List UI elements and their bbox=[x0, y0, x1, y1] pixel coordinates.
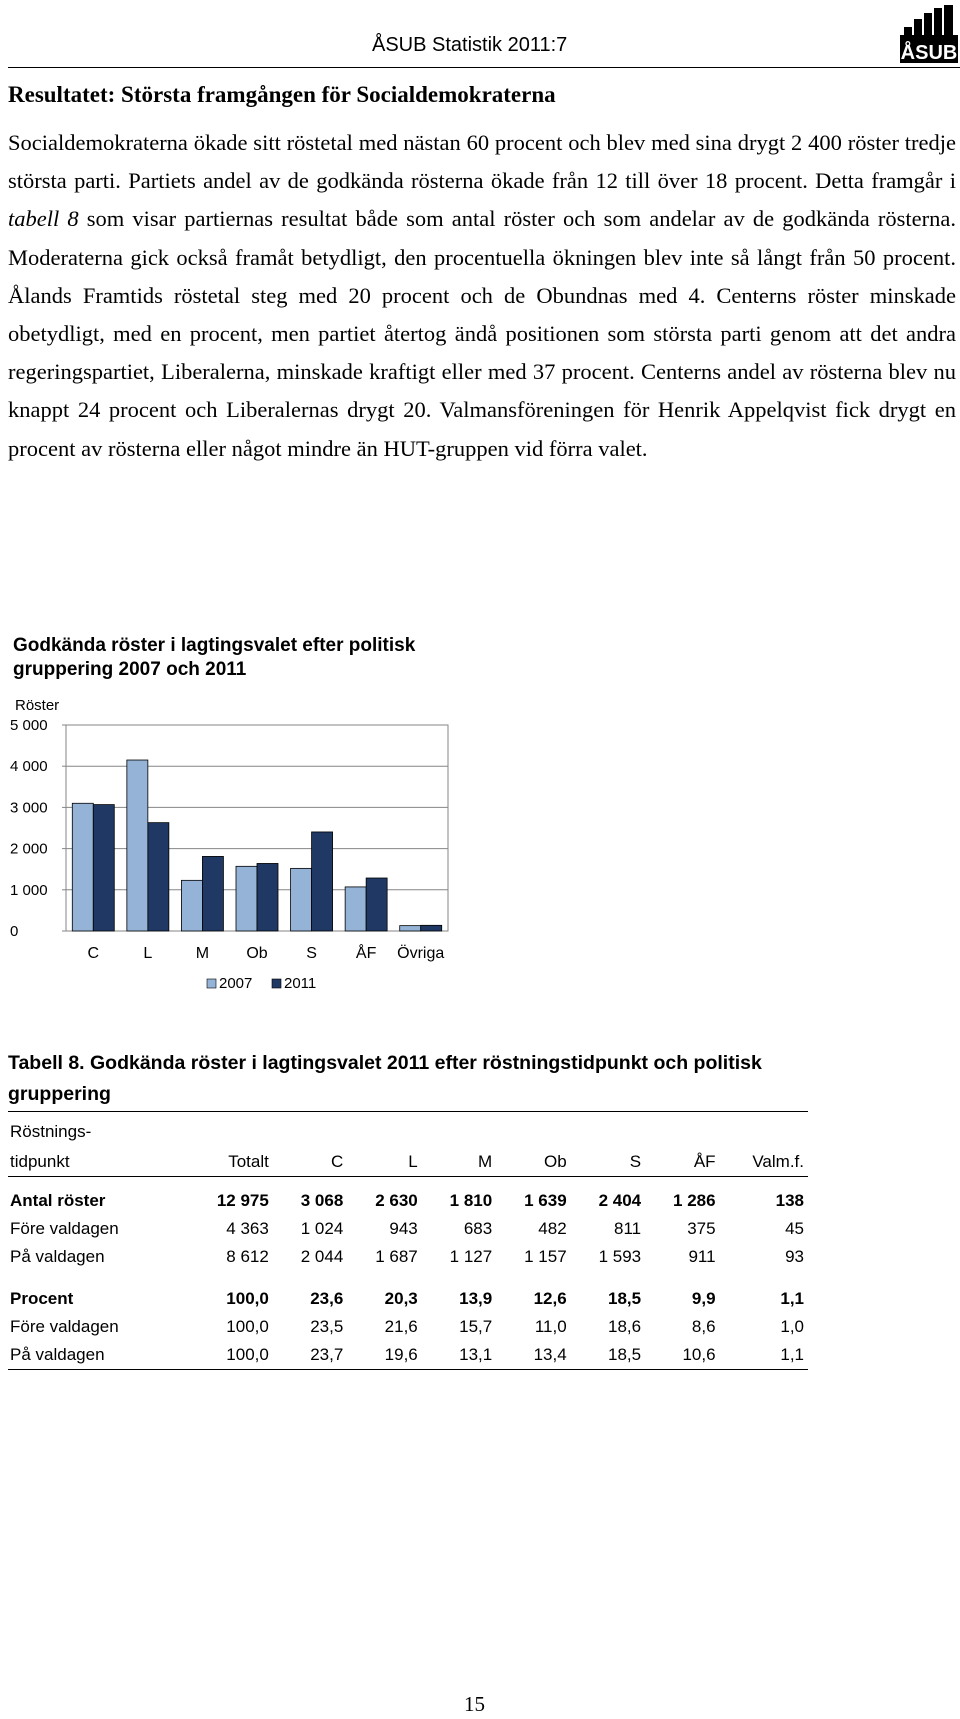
results-table bbox=[8, 1111, 808, 1370]
x-tick-label: S bbox=[306, 945, 317, 962]
table-cell: 12 975 bbox=[216, 1191, 269, 1210]
table-cell: 1 593 bbox=[598, 1247, 642, 1266]
bar-2011-ÅF bbox=[366, 878, 387, 931]
bar-2011-S bbox=[312, 832, 333, 931]
table-cell: 18,5 bbox=[571, 1341, 645, 1370]
table-header-label-line2: tidpunkt bbox=[8, 1142, 184, 1177]
asub-logo bbox=[900, 5, 958, 67]
bar-2007-Ob bbox=[236, 866, 257, 931]
body-paragraph bbox=[8, 124, 956, 468]
table-cell: 15,7 bbox=[459, 1317, 493, 1336]
table-column-header: Valm.f. bbox=[720, 1142, 808, 1177]
paragraph-text-2: som visar partiernas resultat både som antal röster och som andelar av de godkända rösterna. Moderaterna gick också framåt betydligt, den procentuella ökningen blev inte så långt från 50 procent. Ålands Framtids röstetal steg med 20 procent och de Obundnas med 4. Centerns röster minskade obetydligt, med en procent, men partiet återtog ändå positionen som största parti genom att det andra regeringspartiet, Liberalerna, minskade kraftigt eller med 37 procent. Centerns andel av rösterna blev nu knappt 24 procent och Liberalernas drygt 20. Valmansföreningen för Henrik Appelqvist fick drygt en procent av rösterna eller något mindre än HUT-gruppen vid förra valet. bbox=[8, 206, 956, 461]
bar-chart bbox=[0, 690, 470, 1010]
table-row bbox=[8, 1177, 808, 1216]
table-row bbox=[8, 1215, 808, 1243]
legend-swatch-2007 bbox=[207, 979, 216, 988]
table-column-header: S bbox=[571, 1142, 645, 1177]
x-tick-label: Ob bbox=[246, 945, 268, 962]
table-caption: Tabell 8. Godkända röster i lagtingsvalet 2011 efter röstningstidpunkt och politisk gruppering bbox=[8, 1052, 762, 1105]
table-cell: 10,6 bbox=[645, 1341, 719, 1370]
table-cell: 375 bbox=[687, 1219, 716, 1238]
table-cell: 943 bbox=[389, 1219, 418, 1238]
page-number: 15 bbox=[464, 1692, 485, 1716]
x-tick-label: C bbox=[87, 945, 100, 962]
table-cell: 3 068 bbox=[300, 1191, 344, 1210]
table-cell: 1,0 bbox=[780, 1317, 804, 1336]
legend-swatch-2011 bbox=[272, 979, 281, 988]
table-cell: 12,6 bbox=[533, 1289, 567, 1308]
logo-text: ÅSUB bbox=[900, 42, 958, 64]
bar-2007-L bbox=[127, 760, 148, 931]
x-tick-label: M bbox=[195, 945, 210, 962]
running-header-title: ÅSUB Statistik 2011:7 bbox=[372, 34, 568, 56]
section-heading: Resultatet: Största framgången för Socialdemokraterna bbox=[8, 82, 556, 107]
table-cell: 1 687 bbox=[375, 1247, 418, 1266]
table-cell: 23,5 bbox=[310, 1317, 344, 1336]
table-cell: 1 639 bbox=[524, 1191, 567, 1210]
table-cell: 1,1 bbox=[780, 1289, 804, 1308]
table-cell: 811 bbox=[614, 1219, 642, 1238]
table-row bbox=[8, 1313, 808, 1341]
x-tick-label: Övriga bbox=[397, 945, 445, 962]
header-rule bbox=[8, 67, 960, 68]
table-cell: 1 157 bbox=[524, 1247, 567, 1266]
table-cell: 2 630 bbox=[375, 1191, 418, 1210]
table-cell: 20,3 bbox=[384, 1289, 418, 1308]
table-cell: 482 bbox=[538, 1219, 567, 1238]
table-cell: 100,0 bbox=[226, 1289, 269, 1308]
y-axis-label: Röster bbox=[15, 697, 60, 714]
table-cell: 21,6 bbox=[384, 1317, 418, 1336]
table-cell: 1 286 bbox=[673, 1191, 716, 1210]
bar-2007-ÅF bbox=[345, 887, 366, 931]
bar-2011-C bbox=[93, 805, 114, 931]
table-row bbox=[8, 1243, 808, 1271]
table-row bbox=[8, 1341, 808, 1370]
table-cell: 8 612 bbox=[226, 1247, 269, 1266]
row-label: Före valdagen bbox=[10, 1219, 119, 1238]
chart-title: Godkända röster i lagtingsvalet efter politisk gruppering 2007 och 2011 bbox=[13, 635, 416, 680]
table-cell: 2 404 bbox=[598, 1191, 642, 1210]
table-cell: 23,7 bbox=[273, 1341, 347, 1370]
table-cell: 1 024 bbox=[300, 1219, 344, 1238]
row-label: Antal röster bbox=[10, 1191, 106, 1210]
row-label: Före valdagen bbox=[10, 1317, 119, 1336]
bar-2011-L bbox=[148, 823, 169, 931]
table-cell: 100,0 bbox=[226, 1317, 269, 1336]
table-cell: 13,1 bbox=[422, 1341, 496, 1370]
bar-2007-S bbox=[291, 868, 312, 931]
table-cell: 45 bbox=[785, 1219, 804, 1238]
table-cell: 18,5 bbox=[608, 1289, 642, 1308]
bar-2007-C bbox=[72, 803, 93, 931]
table-cell: 138 bbox=[775, 1191, 804, 1210]
table-cell: 13,4 bbox=[496, 1341, 570, 1370]
y-tick-label: 0 bbox=[10, 923, 19, 940]
table-cell: 93 bbox=[785, 1247, 804, 1266]
paragraph-text-1: Socialdemokraterna ökade sitt röstetal med nästan 60 procent och blev med sina drygt 2 400 röster tredje största parti. Partiets andel av de godkända rösterna ökade från 12 till över 18 procent. Detta framgår i bbox=[8, 130, 956, 194]
table-cell: 100,0 bbox=[184, 1341, 273, 1370]
x-tick-label: ÅF bbox=[355, 945, 377, 962]
table-column-header: ÅF bbox=[645, 1142, 719, 1177]
table-cell: 8,6 bbox=[691, 1317, 716, 1336]
bar-2011-Övriga bbox=[421, 925, 442, 931]
row-label: Procent bbox=[10, 1289, 74, 1308]
table-cell: 11,0 bbox=[534, 1317, 567, 1336]
table-cell: 911 bbox=[688, 1247, 716, 1266]
table-column-header: C bbox=[273, 1142, 347, 1177]
table-reference: tabell 8 bbox=[8, 206, 79, 232]
table-cell: 23,6 bbox=[310, 1289, 344, 1308]
bar-2007-Övriga bbox=[400, 926, 421, 931]
y-tick-label: 3 000 bbox=[10, 799, 48, 817]
table-column-header: Totalt bbox=[184, 1142, 273, 1177]
bar-2007-M bbox=[181, 880, 202, 931]
table-cell: 18,6 bbox=[608, 1317, 642, 1336]
row-label: På valdagen bbox=[10, 1247, 105, 1266]
y-tick-label: 5 000 bbox=[10, 717, 48, 734]
legend-label: 2011 bbox=[284, 975, 317, 992]
table-cell: 683 bbox=[463, 1219, 493, 1238]
bar-2011-Ob bbox=[257, 863, 278, 931]
y-tick-label: 4 000 bbox=[10, 758, 48, 776]
table-cell: 4 363 bbox=[226, 1219, 269, 1238]
legend-label: 2007 bbox=[219, 975, 253, 992]
x-tick-label: L bbox=[143, 945, 153, 962]
table-cell: 13,9 bbox=[459, 1289, 493, 1308]
table-header-label-line1: Röstnings- bbox=[8, 1112, 184, 1143]
table-column-header: L bbox=[347, 1142, 421, 1177]
table-cell: 1 810 bbox=[449, 1191, 493, 1210]
table-cell: 9,9 bbox=[691, 1289, 716, 1308]
y-tick-label: 2 000 bbox=[10, 840, 48, 858]
table-column-header: Ob bbox=[496, 1142, 570, 1177]
table-cell: 2 044 bbox=[300, 1247, 344, 1266]
bar-2011-M bbox=[202, 856, 223, 931]
row-label: På valdagen bbox=[8, 1341, 184, 1370]
table-cell: 1,1 bbox=[720, 1341, 808, 1370]
table-row bbox=[8, 1271, 808, 1313]
table-cell: 1 127 bbox=[449, 1247, 493, 1266]
y-tick-label: 1 000 bbox=[10, 881, 48, 899]
table-column-header: M bbox=[422, 1142, 496, 1177]
table-cell: 19,6 bbox=[347, 1341, 421, 1370]
